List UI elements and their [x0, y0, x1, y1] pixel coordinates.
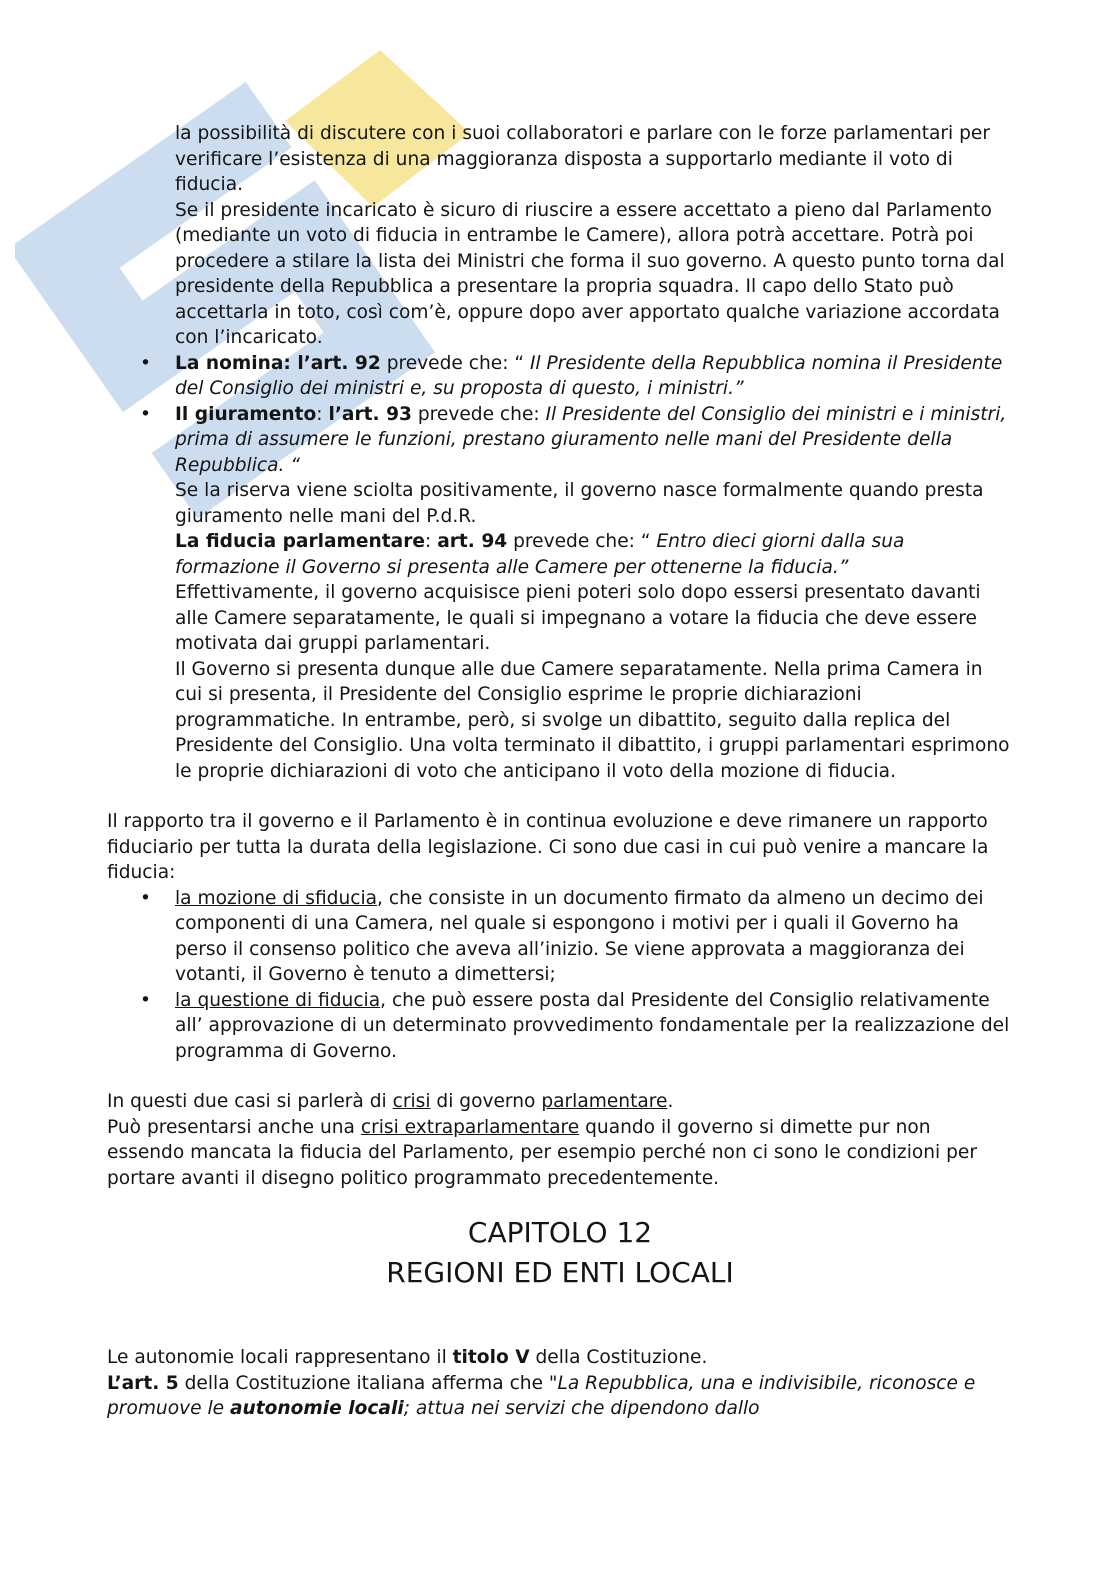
list-item-text: la questione di fiducia, che può essere posta dal Presidente del Consiglio relativamente all’ approvazione di un determinato provvedimento fondamentale per la realizzazione del programma di Governo.	[175, 989, 1010, 1062]
bullet-icon	[140, 886, 175, 988]
paragraph: Il Governo si presenta dunque alle due Camere separatamente. Nella prima Camera in cui si presenta, il Presidente del Consiglio esprime le proprie dichiarazioni programmatiche. In entrambe, però, si svolge un dibattito, seguito dalla replica del Presidente del Consiglio. Una volta terminato il dibattito, i gruppi parlamentari esprimono le proprie dichiarazioni di voto che anticipano il voto della mozione di fiducia.	[175, 658, 1010, 782]
list-item-nomina	[140, 351, 1013, 402]
paragraph: la possibilità di discutere con i suoi collaboratori e parlare con le forze parlamentari per verificare l’esistenza di una maggioranza disposta a supportarlo mediante il voto di fiducia.	[175, 123, 991, 195]
list-item-sfiducia	[140, 886, 1013, 988]
bullet-icon	[140, 402, 175, 785]
paragraph: La fiducia parlamentare: art. 94 prevede che: “ Entro dieci giorni dalla sua formazione il Governo si presenta alle Camere per ottenerne la fiducia.”	[175, 531, 905, 578]
bullet-icon	[140, 988, 175, 1065]
chapter-number: CAPITOLO 12	[467, 1216, 653, 1249]
paragraph: Può presentarsi anche una crisi extraparlamentare quando il governo si dimette pur non essendo mancata la fiducia del Parlamento, per esempio perché non ci sono le condizioni per portare avanti il disegno politico programmato precedentemente.	[107, 1116, 977, 1189]
paragraph: Le autonomie locali rappresentano il titolo V della Costituzione.	[107, 1347, 708, 1368]
paragraph-rapporto: Il rapporto tra il governo e il Parlamento è in continua evoluzione e deve rimanere un rapporto fiduciario per tutta la durata della legislazione. Ci sono due casi in cui può venire a mancare la fiducia:	[107, 811, 989, 883]
paragraph: L’art. 5 della Costituzione italiana afferma che "La Repubblica, una e indivisibile, riconosce e promuove le autonomie locali; attua nei servizi che dipendono dallo	[107, 1372, 976, 1419]
crisi-section	[107, 1089, 1013, 1191]
paragraph: Il giuramento: l’art. 93 prevede che: Il Presidente del Consiglio dei ministri e i ministri, prima di assumere le funzioni, prestano giuramento nelle mani del Presidente della Repubblica. “	[175, 403, 1007, 476]
paragraph: Effettivamente, il governo acquisisce pieni poteri solo dopo essersi presentato davanti alle Camere separatamente, le quali si impegnano a votare la fiducia che deve essere motivata dai gruppi parlamentari.	[175, 582, 981, 654]
chapter-title: REGIONI ED ENTI LOCALI	[386, 1256, 734, 1289]
chapter-heading	[107, 1213, 1013, 1293]
list-item-questione	[140, 988, 1013, 1065]
paragraph: Se la riserva viene sciolta positivamente, il governo nasce formalmente quando presta giuramento nelle mani del P.d.R.	[175, 480, 984, 527]
intro-section	[175, 121, 1013, 351]
list-item-text	[175, 402, 1013, 785]
list-item-text: la mozione di sfiducia, che consiste in un documento firmato da almeno un decimo dei componenti di una Camera, nel quale si espongono i motivi per i quali il Governo ha perso il consenso politico che aveva all’inizio. Se viene approvata a maggioranza dei votanti, il Governo è tenuto a dimettersi;	[175, 887, 984, 985]
paragraph: In questi due casi si parlerà di crisi di governo parlamentare.	[107, 1091, 674, 1112]
document-content	[107, 121, 1013, 1422]
list-item-text: La nomina: l’art. 92 prevede che: “ Il Presidente della Repubblica nomina il Presidente del Consiglio dei ministri e, su proposta di questo, i ministri.”	[175, 352, 1003, 399]
list-item-giuramento	[140, 402, 1013, 785]
bullet-icon	[140, 351, 175, 402]
paragraph: Se il presidente incaricato è sicuro di riuscire a essere accettato a pieno dal Parlamento (mediante un voto di fiducia in entrambe le Camere), allora potrà accettare. Potrà poi procedere a stilare la lista dei Ministri che forma il suo governo. A questo punto torna dal presidente della Repubblica a presentare la propria squadra. Il capo dello Stato può accettarla in toto, così com’è, oppure dopo aver apportato qualche variazione accordata con l’incaricato.	[175, 199, 1005, 348]
final-section	[107, 1345, 1013, 1422]
